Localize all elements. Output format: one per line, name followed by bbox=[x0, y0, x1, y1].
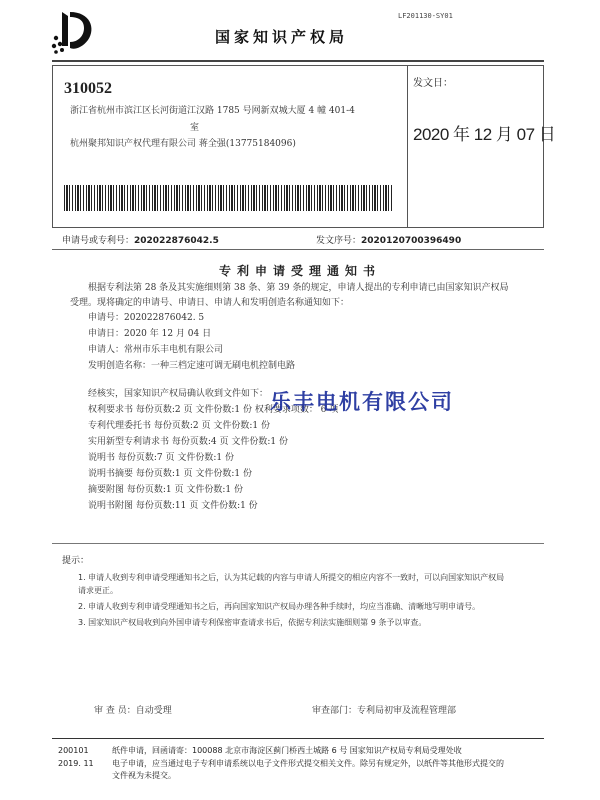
footer-electronic-note: 电子申请，应当通过电子专利申请系统以电子文件形式提交相关文件。除另有规定外，以纸件等其他形式提交的 bbox=[112, 759, 504, 768]
footer-rule bbox=[52, 738, 544, 739]
application-number-label: 申请号或专利号： bbox=[62, 236, 135, 246]
tip-3: 3. 国家知识产权局收到向外国申请专利保密审查请求书后，依据专利法实施细则第 9 条予以审查。 bbox=[78, 618, 427, 627]
company-watermark: 乐丰电机有限公司 bbox=[270, 390, 454, 414]
barcode bbox=[64, 185, 394, 211]
tips-label: 提示： bbox=[62, 556, 90, 566]
send-date-label: 发文日： bbox=[413, 78, 453, 89]
file-abstract: 说明书摘要 每份页数:1 页 文件份数:1 份 bbox=[88, 469, 252, 479]
form-code: LF201130-SY01 bbox=[398, 12, 453, 20]
send-date: 2020 年 12 月 07 日 bbox=[413, 125, 556, 144]
examining-department: 审查部门：专利局初审及流程管理部 bbox=[312, 706, 457, 716]
file-abstract-figure: 摘要附图 每份页数:1 页 文件份数:1 份 bbox=[88, 485, 243, 495]
footer-electronic-note-continued: 文件视为未提交。 bbox=[112, 771, 176, 780]
file-claims: 权利要求书 每份页数:2 页 文件份数:1 份 权利要求项数： 6 项 bbox=[88, 405, 339, 415]
footer-code-2: 2019. 11 bbox=[58, 759, 94, 768]
examiner: 审 查 员：自动受理 bbox=[94, 706, 172, 716]
field-filing-date: 申请日：2020 年 12 月 04 日 bbox=[88, 329, 212, 339]
file-request: 实用新型专利请求书 每份页数:4 页 文件份数:1 份 bbox=[88, 437, 288, 447]
agency-line: 杭州聚邦知识产权代理有限公司 蒋全强(13775184096) bbox=[70, 139, 296, 149]
file-power-of-attorney: 专利代理委托书 每份页数:2 页 文件份数:1 份 bbox=[88, 421, 270, 431]
footer-mail-note: 纸件申请，回函请寄：100088 北京市海淀区蓟门桥西土城路 6 号 国家知识产权局专利局受理处收 bbox=[112, 746, 462, 755]
check-line: 经核实，国家知识产权局确认收到文件如下： bbox=[88, 389, 269, 399]
field-application-number: 申请号：202022876042. 5 bbox=[88, 313, 205, 323]
serial-number-label: 发文序号： bbox=[316, 236, 362, 246]
file-description: 说明书 每份页数:7 页 文件份数:1 份 bbox=[88, 453, 234, 463]
file-description-figures: 说明书附图 每份页数:11 页 文件份数:1 份 bbox=[88, 501, 258, 511]
tip-1-continued: 请求更正。 bbox=[78, 586, 118, 595]
address-line-1: 浙江省杭州市滨江区长河街道江汉路 1785 号网新双城大厦 4 幢 401-4 bbox=[70, 106, 355, 116]
tips-rule bbox=[52, 543, 544, 544]
serial-number-row bbox=[316, 233, 461, 246]
notice-title: 专利申请受理通知书 bbox=[218, 264, 381, 278]
field-invention-title: 发明创造名称：一种三档定速可调无刷电机控制电路 bbox=[88, 361, 296, 371]
intro-line-2: 受理。现将确定的申请号、申请日、申请人和发明创造名称通知如下： bbox=[70, 298, 350, 308]
header-rule bbox=[52, 60, 544, 62]
issuing-authority: 国家知识产权局 bbox=[215, 28, 349, 46]
tip-2: 2. 申请人收到专利申请受理通知书之后，再向国家知识产权局办理各种手续时，均应当准确、清晰地写明申请号。 bbox=[78, 602, 481, 611]
field-applicant: 申请人：常州市乐丰电机有限公司 bbox=[88, 345, 224, 355]
footer-code-1: 200101 bbox=[58, 746, 89, 755]
meta-rule bbox=[52, 249, 544, 250]
application-number-row bbox=[62, 233, 219, 246]
tip-1: 1. 申请人收到专利申请受理通知书之后，认为其记载的内容与申请人所提交的相应内容不一致时，可以向国家知识产权局 bbox=[78, 573, 505, 582]
intro-line-1: 根据专利法第 28 条及其实施细则第 38 条、第 39 条的规定，申请人提出的专利申请已由国家知识产权局 bbox=[88, 283, 509, 293]
cnipa-logo-icon bbox=[50, 8, 98, 54]
send-date-box bbox=[407, 65, 544, 228]
address-line-2: 室 bbox=[190, 123, 200, 133]
application-number: 202022876042.5 bbox=[134, 236, 219, 246]
serial-number: 2020120700396490 bbox=[361, 236, 462, 246]
postcode: 310052 bbox=[64, 80, 112, 97]
